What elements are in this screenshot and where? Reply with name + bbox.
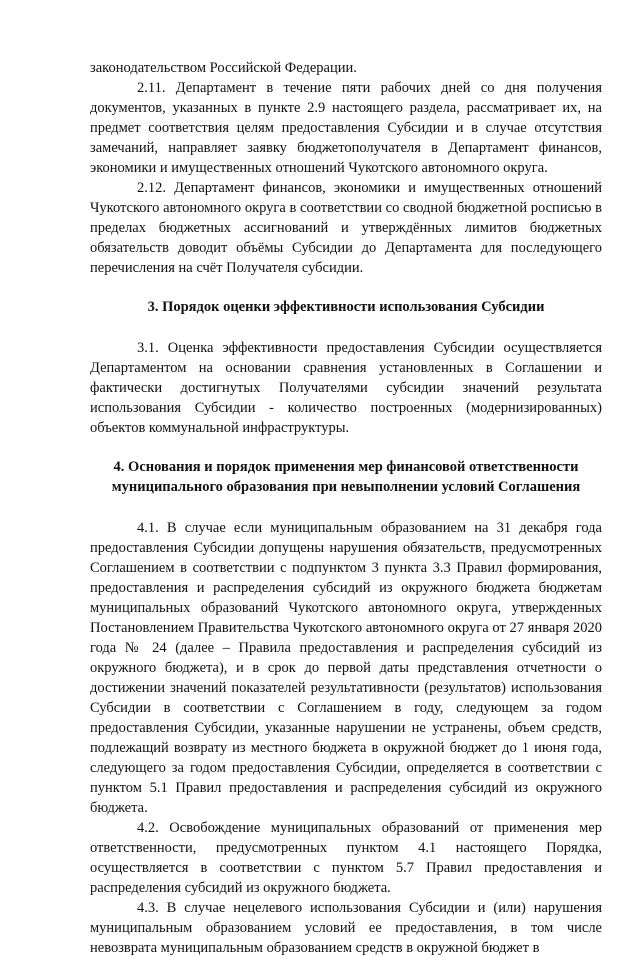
paragraph-3-1: 3.1. Оценка эффективности предоставления Субсидии осуществляется Департаментом на основании сравнения установленных в Соглашении и фактически достигнутых Получателями субсидии значений результата использования Субсидии - количество построенных (модернизированных) объектов коммунальной инфраструктуры. [90, 340, 602, 436]
paragraph-4-1: 4.1. В случае если муниципальным образованием на 31 декабря года предоставления Субсидии допущены нарушения обязательств, предусмотренных Соглашением в соответствии с подпунктом 3 пункта 3.3 Правил формирования, предоставления и распределения субсидий из окружного бюджета бюджетам муниципальных образований Чукотского автономного округа, утвержденных Постановлением Правительства Чукотского автономного округа от 27 января 2020 года № 24 (далее – Правила предоставления и распределения субсидий из окружного бюджета), и в срок до первой даты представления отчетности о достижении значений показателей результативности (результатов) использования Субсидии в соответствии с Соглашением в году, следующем за годом предоставления Субсидии, указанные нарушении не устранены, объем средств, подлежащий возврату из местного бюджета в окружной бюджет до 1 июня года, следующего за годом предоставления Субсидии, определяется в соответствии с пунктом 5.1 Правил предоставления и распределения субсидий из окружного бюджета. [90, 520, 602, 816]
section-4-heading-line2: муниципального образования при невыполнении условий Соглашения [111, 479, 581, 495]
paragraph-4-2: 4.2. Освобождение муниципальных образований от применения мер ответственности, предусмотренных пунктом 4.1 настоящего Порядка, осуществляется в соответствии с пунктом 5.7 Правил предоставления и распределения субсидий из окружного бюджета. [90, 820, 602, 896]
paragraph-2-12: 2.12. Департамент финансов, экономики и имущественных отношений Чукотского автономного округа в соответствии со сводной бюджетной росписью в пределах бюджетных ассигнований и утверждённых лимитов бюджетных обязательств доводит объёмы Субсидии до Департамента для последующего перечисления на счёт Получателя субсидии. [90, 180, 602, 276]
paragraph-2-11: 2.11. Департамент в течение пяти рабочих дней со дня получения документов, указанных в пункте 2.9 настоящего раздела, рассматривает их, на предмет соответствия целям предоставления Субсидии и в случае отсутствия замечаний, направляет заявку бюджетополучателя в Департамент финансов, экономики и имущественных отношений Чукотского автономного округа. [90, 80, 602, 176]
paragraph-4-3: 4.3. В случае нецелевого использования Субсидии и (или) нарушения муниципальным образованием условий ее предоставления, в том числе невозврата муниципальным образованием средств в окружной бюджет в [90, 900, 602, 956]
paragraph-continuation: законодательством Российской Федерации. [90, 60, 357, 76]
section-4-heading [90, 457, 602, 497]
section-4-heading-line1: 4. Основания и порядок применения мер финансовой ответственности [113, 459, 579, 475]
section-3-heading: 3. Порядок оценки эффективности использования Субсидии [147, 299, 545, 315]
document-page [90, 58, 602, 958]
